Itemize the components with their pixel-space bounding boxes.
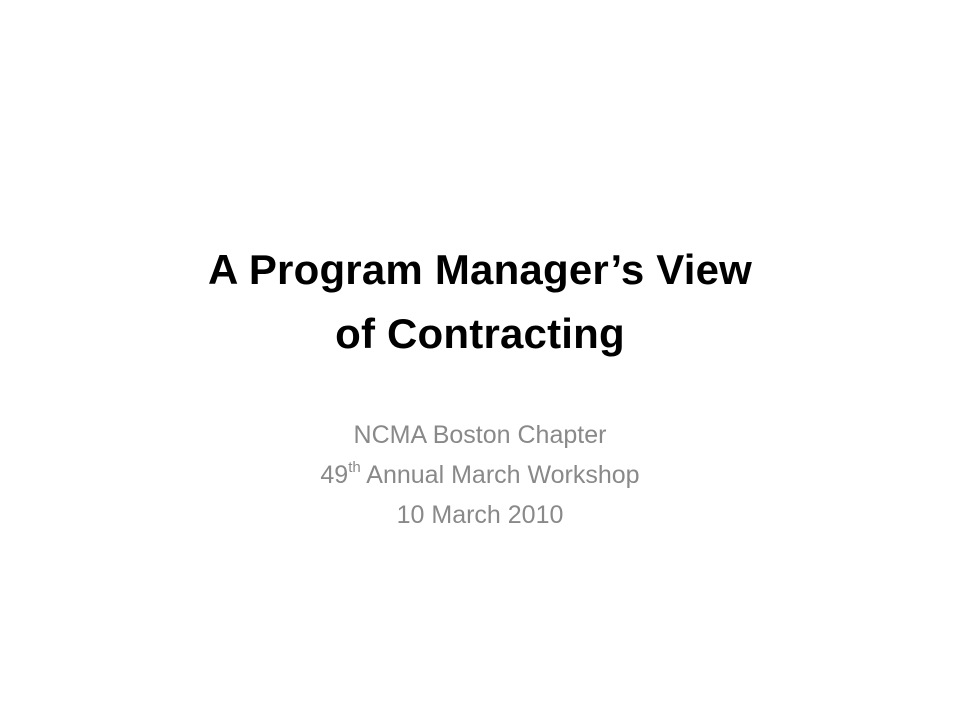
subtitle-event-name: Annual March Workshop bbox=[360, 461, 640, 489]
subtitle-line-2 bbox=[60, 455, 900, 495]
slide-subtitle bbox=[60, 415, 900, 535]
subtitle-line-1: NCMA Boston Chapter bbox=[353, 421, 607, 449]
title-line-2: of Contracting bbox=[335, 310, 625, 357]
subtitle-line-3: 10 March 2010 bbox=[396, 501, 564, 529]
slide-title bbox=[60, 238, 900, 366]
subtitle-ordinal-suffix: th bbox=[348, 458, 361, 476]
subtitle-edition-number: 49 bbox=[320, 461, 349, 489]
title-line-1: A Program Manager’s View bbox=[208, 246, 752, 293]
